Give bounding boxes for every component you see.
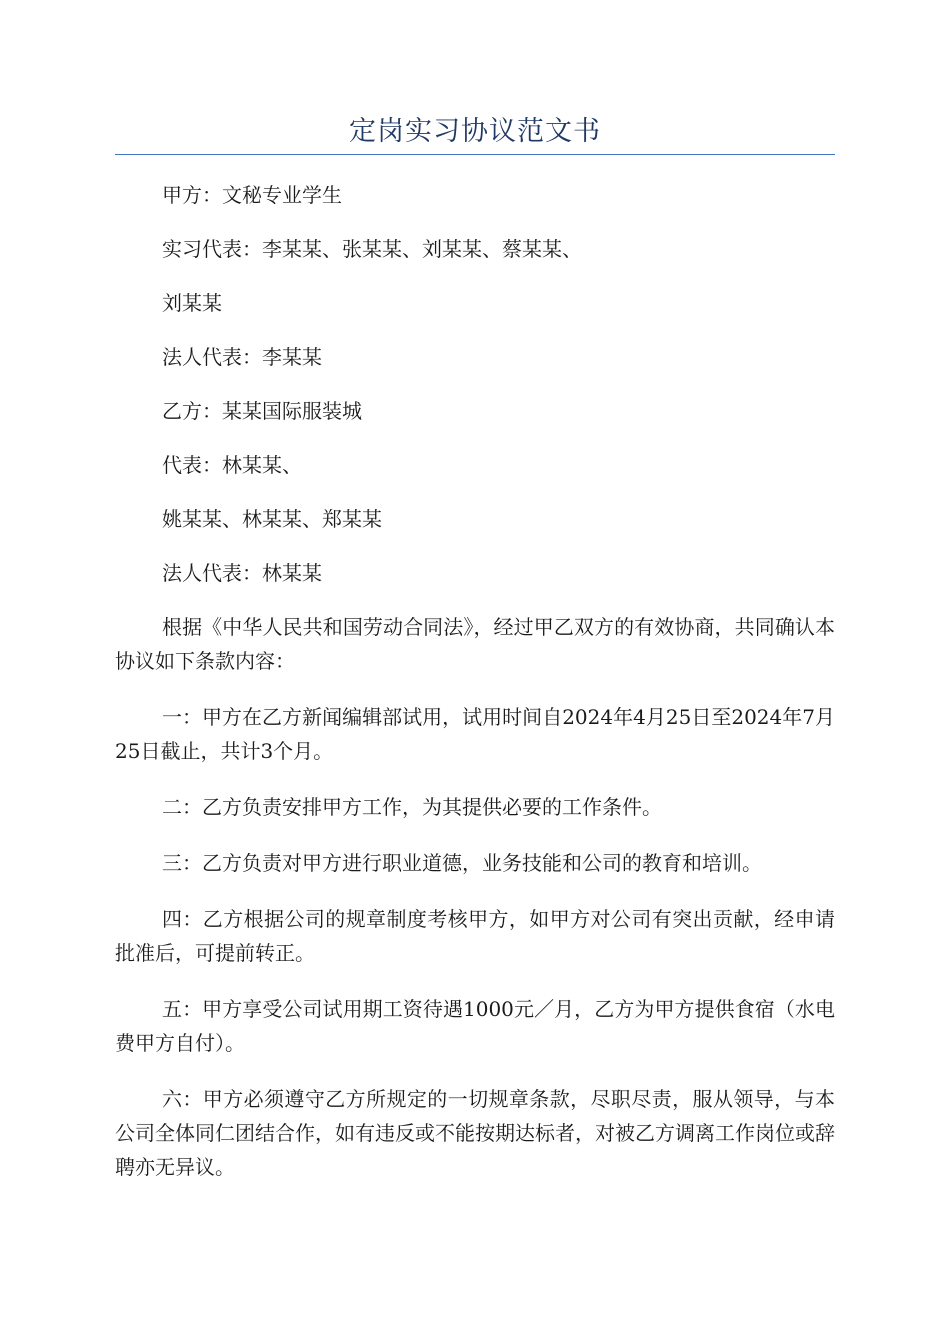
title-underline [115,154,835,155]
legal-representative-a-line: 法人代表：李某某 [162,345,322,369]
clause-1-paragraph: 一：甲方在乙方新闻编辑部试用，试用时间自2024年4月25日至2024年7月25日截止，共计3个月。 [115,705,835,763]
intern-representatives-continued: 刘某某 [162,291,222,315]
representatives-b-line: 代表：林某某、 [162,453,302,477]
clause-6-paragraph: 六：甲方必须遵守乙方所规定的一切规章条款，尽职尽责，服从领导，与本公司全体同仁团结合作，如有违反或不能按期达标者，对被乙方调离工作岗位或辞聘亦无异议。 [115,1087,835,1179]
document-body [115,178,835,1206]
clause-5-paragraph: 五：甲方享受公司试用期工资待遇1000元／月，乙方为甲方提供食宿（水电费甲方自付）。 [115,997,835,1055]
intern-representatives-line: 实习代表：李某某、张某某、刘某某、蔡某某、 [162,237,582,261]
legal-representative-b-line: 法人代表：林某某 [162,561,322,585]
representatives-b-continued: 姚某某、林某某、郑某某 [162,507,382,531]
clause-2-paragraph: 二：乙方负责安排甲方工作，为其提供必要的工作条件。 [162,795,662,819]
preamble-paragraph: 根据《中华人民共和国劳动合同法》，经过甲乙双方的有效协商，共同确认本协议如下条款内容： [115,615,835,673]
clause-3-paragraph: 三：乙方负责对甲方进行职业道德，业务技能和公司的教育和培训。 [162,851,762,875]
document-title: 定岗实习协议范文书 [349,116,601,147]
party-b-line: 乙方：某某国际服装城 [162,399,362,423]
party-a-line: 甲方：文秘专业学生 [162,183,342,207]
clause-4-paragraph: 四：乙方根据公司的规章制度考核甲方，如甲方对公司有突出贡献，经申请批准后，可提前转正。 [115,907,835,965]
